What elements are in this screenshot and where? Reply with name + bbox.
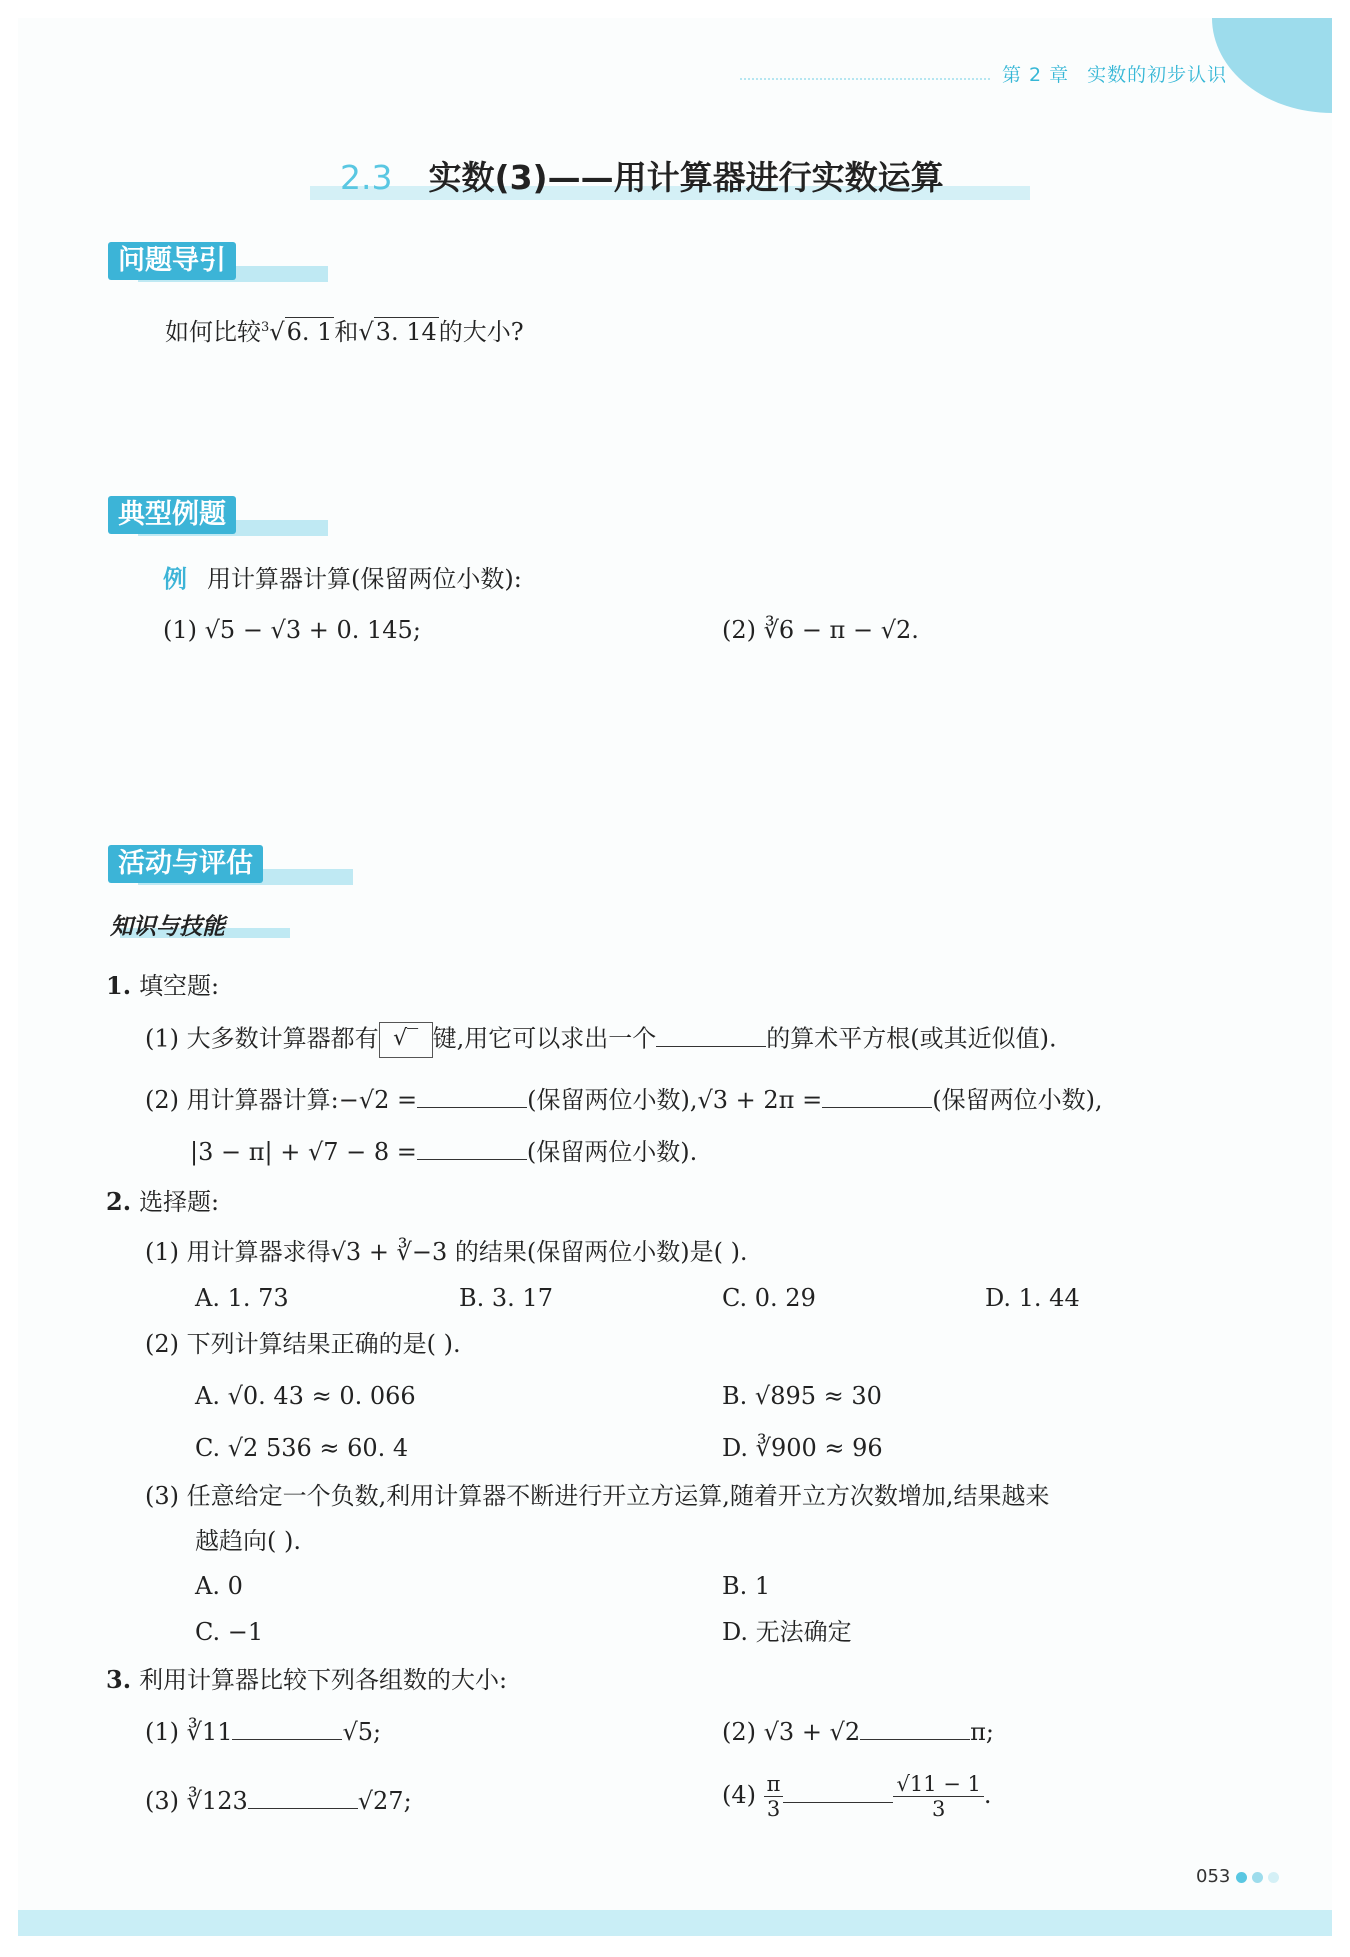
q3-part-1: (1) ∛11 √5;: [145, 1718, 382, 1746]
answer-blank[interactable]: [417, 1085, 527, 1108]
section-activity-tag: 活动与评估: [108, 845, 263, 883]
q3-part-3: (3) ∛123 √27;: [145, 1787, 412, 1815]
example-prompt: 例 用计算器计算(保留两位小数):: [163, 564, 522, 593]
fraction-pi-over-3: $\frac{\pi}{3}$: [764, 1772, 784, 1821]
chapter-title: 实数的初步认识: [1087, 64, 1228, 86]
page-dot-icon: [1268, 1872, 1279, 1883]
section-number: 2.3: [340, 158, 393, 197]
q2-1-option-a[interactable]: A. 1. 73: [195, 1284, 289, 1312]
q1-part-2-line2: |3 − π| + √7 − 8 = (保留两位小数).: [190, 1138, 698, 1166]
page-number: 053: [1196, 1866, 1231, 1887]
example-part-2: (2) ∛6 − π − √2.: [722, 616, 919, 644]
page-title: [340, 152, 944, 199]
q1-part-2-line1: (2) 用计算器计算:−√2 = (保留两位小数),√3 + 2π = (保留两位小数),: [145, 1086, 1103, 1114]
q2-3-option-d[interactable]: D. 无法确定: [722, 1618, 852, 1646]
q1-part-1: (1) 大多数计算器都有 √‾ 键,用它可以求出一个 的算术平方根(或其近似值).: [145, 1022, 1057, 1058]
q2-2-option-a[interactable]: A. √0. 43 ≈ 0. 066: [195, 1382, 416, 1410]
q1-heading: 1. 填空题:: [106, 971, 220, 1000]
q2-3-option-a[interactable]: A. 0: [195, 1572, 243, 1600]
q3-heading: 3. 利用计算器比较下列各组数的大小:: [106, 1665, 508, 1694]
answer-blank[interactable]: [232, 1717, 342, 1740]
q2-3-option-b[interactable]: B. 1: [722, 1572, 771, 1600]
page-dot-icon: [1252, 1872, 1263, 1883]
q2-part-2: (2) 下列计算结果正确的是( ).: [145, 1330, 461, 1358]
answer-blank[interactable]: [248, 1786, 358, 1809]
answer-blank[interactable]: [656, 1024, 766, 1047]
guide-radicand-2: 3. 14: [375, 318, 437, 346]
header-divider: [740, 78, 990, 82]
q2-1-option-d[interactable]: D. 1. 44: [985, 1284, 1080, 1312]
footer-band: [18, 1910, 1332, 1936]
page-dot-icon: [1236, 1872, 1247, 1883]
q2-part-3-line1: (3) 任意给定一个负数,利用计算器不断进行开立方运算,随着开立方次数增加,结果越来: [145, 1482, 1050, 1510]
example-part-1: (1) √5 − √3 + 0. 145;: [163, 616, 421, 644]
sqrt-key: √‾: [379, 1022, 433, 1058]
section-title: 实数(3)——用计算器进行实数运算: [428, 158, 944, 197]
q2-1-option-b[interactable]: B. 3. 17: [459, 1284, 553, 1312]
skills-heading: 知识与技能: [110, 914, 225, 940]
q2-2-option-d[interactable]: D. ∛900 ≈ 96: [722, 1434, 883, 1462]
example-label: 例: [163, 564, 187, 593]
answer-blank[interactable]: [860, 1717, 970, 1740]
section-guide-tag: 问题导引: [108, 242, 236, 280]
q2-part-1: (1) 用计算器求得√3 + ∛−3 的结果(保留两位小数)是( ).: [145, 1238, 748, 1266]
q2-3-option-c[interactable]: C. −1: [195, 1618, 264, 1646]
fraction-root11: $\frac{√11 - 1}{3}$: [893, 1772, 983, 1821]
q3-part-2: (2) √3 + √2 π;: [722, 1718, 994, 1746]
q2-1-option-c[interactable]: C. 0. 29: [722, 1284, 816, 1312]
guide-radicand-1: 6. 1: [286, 318, 333, 346]
q3-part-4: (4) $\frac{\pi}{3}$ $\frac{√11 - 1}{3}$ .: [722, 1772, 992, 1821]
answer-blank[interactable]: [822, 1085, 932, 1108]
section-examples-tag: 典型例题: [108, 496, 236, 534]
q2-part-3-line2: 越趋向( ).: [195, 1527, 301, 1555]
answer-blank[interactable]: [417, 1137, 527, 1160]
q2-2-option-c[interactable]: C. √2 536 ≈ 60. 4: [195, 1434, 409, 1462]
chapter-number: 第 2 章: [1002, 64, 1070, 86]
guide-question: 如何比较$^3$√6. 1和√3. 14的大小?: [165, 318, 524, 346]
running-header: [1002, 60, 1245, 87]
answer-blank[interactable]: [783, 1780, 893, 1803]
q2-heading: 2. 选择题:: [106, 1187, 220, 1216]
q2-2-option-b[interactable]: B. √895 ≈ 30: [722, 1382, 882, 1410]
